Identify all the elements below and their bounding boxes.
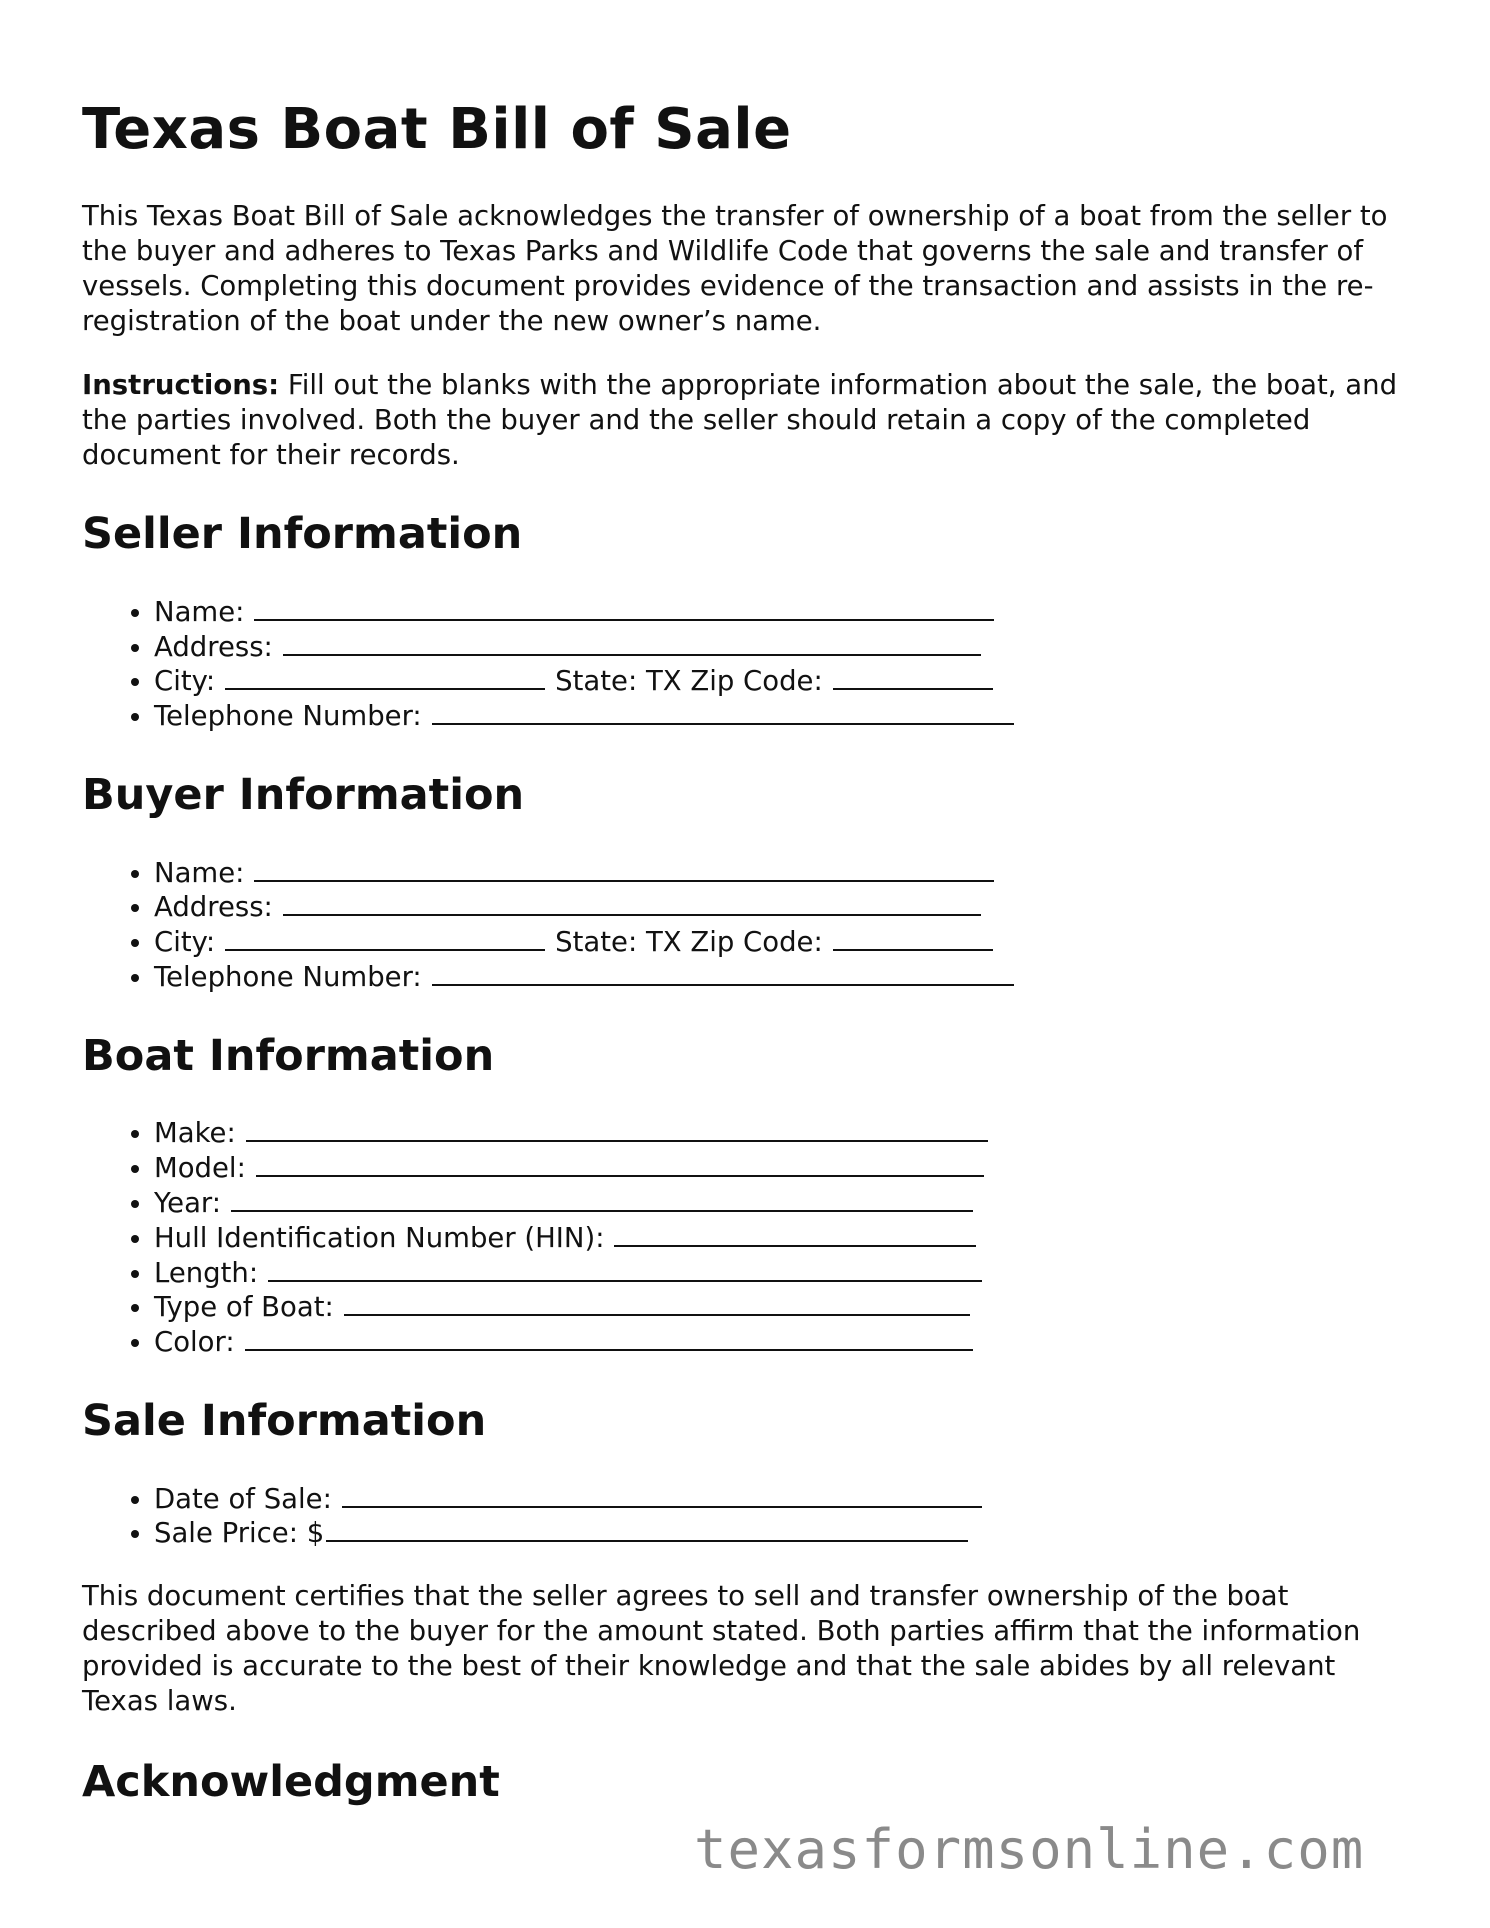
buyer-address-label: Address: <box>154 891 273 924</box>
boat-year-blank[interactable] <box>231 1188 973 1212</box>
buyer-heading: Buyer Information <box>82 769 525 820</box>
seller-city-blank[interactable] <box>225 666 545 690</box>
buyer-city-blank[interactable] <box>225 927 545 951</box>
sale-fields <box>82 1482 1412 1552</box>
seller-city-label: City: <box>154 665 216 698</box>
buyer-phone-label: Telephone Number: <box>154 960 422 993</box>
buyer-address-blank[interactable] <box>283 892 981 916</box>
boat-make-field <box>154 1116 1412 1151</box>
sale-price-field <box>154 1516 1412 1551</box>
boat-type-label: Type of Boat: <box>154 1291 334 1324</box>
buyer-zip-blank[interactable] <box>833 927 993 951</box>
boat-length-label: Length: <box>154 1256 259 1289</box>
buyer-address-field <box>154 890 1412 925</box>
acknowledgment-heading: Acknowledgment <box>82 1757 500 1808</box>
boat-model-blank[interactable] <box>256 1153 984 1177</box>
boat-hin-label: Hull Identification Number (HIN): <box>154 1221 605 1254</box>
certification-paragraph: This document certifies that the seller agrees to sell and transfer ownership of the boat described above to the buyer for the amount stated. Both parties affirm that the information provided is accurate to the best of their knowledge and that the sale abides by all relevant Texas laws. <box>82 1580 1361 1718</box>
buyer-zip-label: Zip Code: <box>690 926 823 959</box>
boat-color-field <box>154 1325 1412 1360</box>
boat-year-label: Year: <box>154 1186 222 1219</box>
instructions-paragraph <box>82 368 1412 473</box>
seller-address-blank[interactable] <box>283 632 981 656</box>
buyer-city-label: City: <box>154 926 216 959</box>
document-page <box>82 96 1412 1843</box>
sale-date-field <box>154 1482 1412 1517</box>
buyer-name-blank[interactable] <box>254 858 994 882</box>
seller-city-field <box>154 664 1412 699</box>
sale-price-blank[interactable] <box>326 1518 968 1542</box>
boat-type-field <box>154 1290 1412 1325</box>
boat-make-label: Make: <box>154 1117 236 1150</box>
seller-name-label: Name: <box>154 595 245 628</box>
page-title: Texas Boat Bill of Sale <box>82 97 792 162</box>
boat-heading: Boat Information <box>82 1030 495 1081</box>
boat-model-label: Model: <box>154 1152 246 1185</box>
seller-phone-field <box>154 699 1412 734</box>
buyer-name-field <box>154 856 1412 891</box>
seller-phone-blank[interactable] <box>432 701 1014 725</box>
watermark-text: texasformsonline.com <box>694 1818 1365 1881</box>
sale-date-blank[interactable] <box>342 1484 982 1508</box>
instructions-label: Instructions: <box>82 369 280 402</box>
buyer-phone-field <box>154 960 1412 995</box>
sale-heading: Sale Information <box>82 1395 487 1446</box>
seller-zip-label: Zip Code: <box>690 665 823 698</box>
boat-fields <box>82 1116 1412 1360</box>
buyer-fields <box>82 856 1412 995</box>
intro-paragraph: This Texas Boat Bill of Sale acknowledges the transfer of ownership of a boat from the seller to the buyer and adheres to Texas Parks and Wildlife Code that governs the sale and transfer of vessels. Completing this document provides evidence of the transaction and assists in the re-registration of the boat under the new owner’s name. <box>82 200 1388 338</box>
buyer-state-label: State: TX <box>555 926 682 959</box>
seller-zip-blank[interactable] <box>833 666 993 690</box>
seller-address-label: Address: <box>154 630 273 663</box>
boat-type-blank[interactable] <box>344 1292 970 1316</box>
boat-length-field <box>154 1256 1412 1291</box>
seller-name-blank[interactable] <box>254 597 994 621</box>
boat-make-blank[interactable] <box>246 1118 988 1142</box>
boat-year-field <box>154 1186 1412 1221</box>
instructions-text: Fill out the blanks with the appropriate information about the sale, the boat, and the parties involved. Both the buyer and the seller should retain a copy of the completed document for their records. <box>82 369 1398 472</box>
seller-address-field <box>154 630 1412 665</box>
seller-heading: Seller Information <box>82 509 523 560</box>
boat-color-label: Color: <box>154 1326 235 1359</box>
boat-color-blank[interactable] <box>245 1327 973 1351</box>
boat-model-field <box>154 1151 1412 1186</box>
boat-length-blank[interactable] <box>268 1258 982 1282</box>
buyer-phone-blank[interactable] <box>432 962 1014 986</box>
seller-fields <box>82 595 1412 734</box>
boat-hin-blank[interactable] <box>614 1223 976 1247</box>
seller-phone-label: Telephone Number: <box>154 700 422 733</box>
sale-date-label: Date of Sale: <box>154 1482 332 1515</box>
buyer-city-field <box>154 925 1412 960</box>
buyer-name-label: Name: <box>154 856 245 889</box>
seller-name-field <box>154 595 1412 630</box>
sale-price-label: Sale Price: $ <box>154 1517 325 1550</box>
seller-state-label: State: TX <box>555 665 682 698</box>
boat-hin-field <box>154 1221 1412 1256</box>
